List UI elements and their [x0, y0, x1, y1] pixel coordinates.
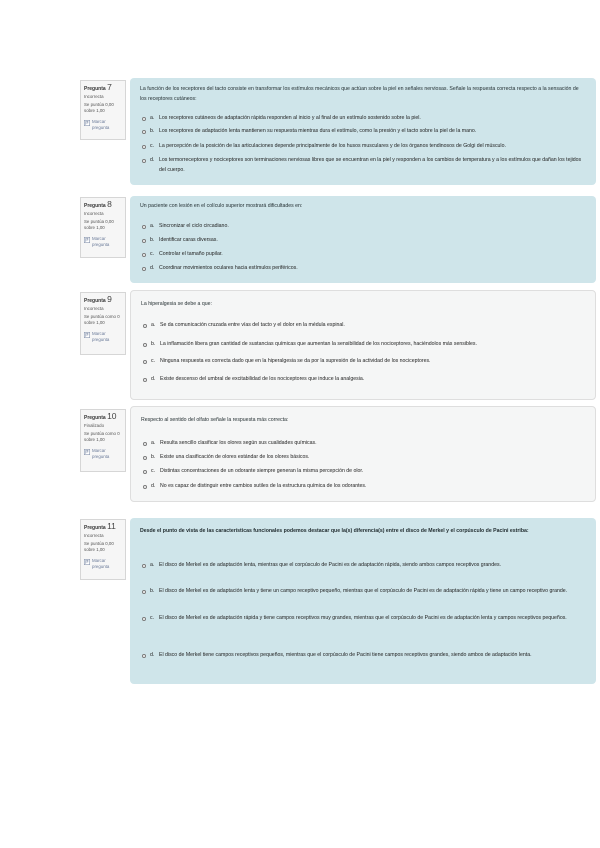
- answer-text: Los receptores cutáneos de adaptación rápida responden al inicio y al final de un estímulo sostenido sobre la piel.: [159, 115, 421, 121]
- answer-text: Ninguna respuesta es correcta dado que en la hiperalgesia se da por la supresión de la actividad de los nociceptores.: [160, 358, 431, 364]
- answer-radio[interactable]: [142, 564, 146, 568]
- question-info: [80, 292, 126, 355]
- answer-radio[interactable]: [142, 253, 146, 257]
- flag-question-button[interactable]: [84, 331, 122, 343]
- question-number-label: Pregunta: [84, 525, 106, 531]
- question-number-value: 7: [107, 82, 112, 92]
- answer-text: Resulta sencillo clasificar los olores según sus cualidades químicas.: [160, 440, 317, 446]
- answer-letter: c.: [151, 358, 156, 364]
- answer-text: La percepción de la posición de las articulaciones depende principalmente de los husos musculares y de los órganos tendinosos de Golgi del músculo.: [159, 143, 506, 149]
- answer-option-d[interactable]: [142, 264, 584, 274]
- answer-letter: d.: [150, 157, 155, 163]
- question-info: [80, 80, 126, 140]
- answer-text: Existe una clasificación de olores estándar de los olores básicos.: [160, 454, 310, 460]
- question-text: La hiperalgesia se debe a que:: [141, 301, 212, 307]
- answer-option-a[interactable]: [142, 561, 584, 571]
- question-number-value: 11: [107, 521, 116, 531]
- answer-letter: b.: [151, 454, 156, 460]
- question-status: Incorrecta: [84, 533, 104, 538]
- question-number: [84, 413, 122, 421]
- flag-icon: [84, 120, 90, 126]
- answer-text: Identificar caras diversas.: [159, 237, 218, 243]
- answer-radio[interactable]: [142, 654, 146, 658]
- question-score: Se puntúa 0,00 sobre 1,00: [84, 102, 114, 113]
- answer-radio[interactable]: [142, 617, 146, 621]
- answer-text: Distintas concentraciones de un odorante siempre generan la misma percepción de olor.: [160, 468, 364, 474]
- answer-text: La inflamación libera gran cantidad de sustancias químicas que aumentan la sensibilidad de los nociceptores, haciéndolos más sensibles.: [160, 341, 477, 347]
- question-formulation: [130, 290, 596, 400]
- flag-question-label: Marcar pregunta: [92, 331, 110, 342]
- answer-option-c[interactable]: [142, 142, 584, 152]
- answer-letter: c.: [150, 615, 155, 621]
- answer-text: Existe descenso del umbral de excitabilidad de los nociceptores que induce la analgesia.: [160, 376, 365, 382]
- answer-option-a[interactable]: [143, 439, 583, 449]
- answer-text: Se da comunicación cruzada entre vías del tacto y el dolor en la médula espinal.: [160, 322, 345, 328]
- question-score: Se puntúa 0,00 sobre 1,00: [84, 219, 114, 230]
- answer-text: El disco de Merkel tiene campos receptivos pequeños, mientras que el corpúsculo de Pacini tiene campos receptivos grandes, siendo ambos de adaptación lenta.: [159, 652, 532, 658]
- answer-option-d[interactable]: [142, 651, 584, 661]
- answer-radio[interactable]: [142, 267, 146, 271]
- answer-letter: a.: [151, 440, 156, 446]
- answer-text: Coordinar movimientos oculares hacia estímulos periféricos.: [159, 265, 298, 271]
- question-number-value: 8: [107, 199, 112, 209]
- flag-question-button[interactable]: [84, 236, 122, 248]
- flag-icon: [84, 332, 90, 338]
- question-number-label: Pregunta: [84, 86, 106, 92]
- answer-option-b[interactable]: [142, 587, 584, 597]
- question-info: [80, 409, 126, 472]
- answer-text: No es capaz de distinguir entre cambios sutiles de la estructura química de los odorantes.: [160, 483, 367, 489]
- question-number-label: Pregunta: [84, 298, 106, 304]
- answer-option-c[interactable]: [142, 614, 584, 624]
- question-number-value: 9: [107, 294, 112, 304]
- answer-text: Controlar el tamaño pupilar.: [159, 251, 223, 257]
- flag-icon: [84, 237, 90, 243]
- answer-radio[interactable]: [143, 324, 147, 328]
- answer-letter: a.: [150, 223, 155, 229]
- question-number: [84, 523, 122, 531]
- flag-question-button[interactable]: [84, 558, 122, 570]
- answer-radio[interactable]: [143, 442, 147, 446]
- answer-text: Los receptores de adaptación lenta mantienen su respuesta mientras dura el estímulo, como la presión y el tacto sobre la piel de la mano.: [159, 128, 477, 134]
- question-score: Se puntúa como 0 sobre 1,00: [84, 431, 120, 442]
- flag-question-button[interactable]: [84, 119, 122, 131]
- flag-icon: [84, 449, 90, 455]
- answer-option-b[interactable]: [143, 453, 583, 463]
- answer-text: El disco de Merkel es de adaptación lenta y tiene un campo receptivo pequeño, mientras que el corpúsculo de Pacini es de adaptación rápida y tiene un campo receptivo grande.: [159, 588, 568, 594]
- question-number-value: 10: [107, 411, 117, 421]
- answer-letter: b.: [150, 588, 155, 594]
- answer-text: El disco de Merkel es de adaptación lenta, mientras que el corpúsculo de Pacini es de adaptación rápida, siendo ambos campos receptivos grandes.: [159, 562, 502, 568]
- answer-radio[interactable]: [142, 159, 146, 163]
- flag-question-label: Marcar pregunta: [92, 558, 110, 569]
- question-number: [84, 296, 122, 304]
- answer-radio[interactable]: [143, 485, 147, 489]
- answer-option-a[interactable]: [142, 222, 584, 232]
- flag-question-label: Marcar pregunta: [92, 448, 110, 459]
- question-text: Un paciente con lesión en el colículo superior mostrará dificultades en:: [140, 203, 303, 209]
- answer-letter: d.: [151, 376, 156, 382]
- answer-radio[interactable]: [142, 145, 146, 149]
- answer-radio[interactable]: [142, 239, 146, 243]
- answer-letter: a.: [151, 322, 156, 328]
- question-formulation: [130, 196, 596, 283]
- question-status: Incorrecta: [84, 211, 104, 216]
- question-info: [80, 519, 126, 580]
- answer-text: Sincronizar el ciclo circadiano.: [159, 223, 229, 229]
- flag-question-label: Marcar pregunta: [92, 119, 110, 130]
- answer-option-d[interactable]: [143, 482, 583, 492]
- answer-option-c[interactable]: [143, 467, 583, 477]
- answer-letter: a.: [150, 562, 155, 568]
- question-info: [80, 197, 126, 258]
- answer-option-a[interactable]: [142, 114, 584, 124]
- question-number-label: Pregunta: [84, 203, 106, 209]
- answer-letter: d.: [150, 652, 155, 658]
- question-score: Se puntúa como 0 sobre 1,00: [84, 314, 120, 325]
- answer-radio[interactable]: [143, 470, 147, 474]
- question-status: Incorrecta: [84, 94, 104, 99]
- answer-option-b[interactable]: [143, 340, 583, 350]
- answer-letter: b.: [150, 237, 155, 243]
- question-text: Desde el punto de vista de las características funcionales podemos destacar que la(s) diferencia(s) entre el disco de Merkel y el corpúsculo de Pacini estriba:: [140, 528, 529, 534]
- answer-radio[interactable]: [143, 343, 147, 347]
- flag-question-label: Marcar pregunta: [92, 236, 110, 247]
- answer-option-b[interactable]: [142, 236, 584, 246]
- answer-option-d[interactable]: [142, 156, 584, 175]
- answer-text: Los termorreceptores y nociceptores son terminaciones nerviosas libres que se encuentran en la piel y responden a los cambios de temperatura y a los estímulos que dañan los tejidos del cuerpo.: [159, 157, 582, 173]
- answer-letter: c.: [151, 468, 156, 474]
- answer-option-c[interactable]: [143, 357, 583, 367]
- question-formulation: [130, 518, 596, 684]
- question-number: [84, 84, 122, 92]
- question-text: Respecto al sentido del olfato señale la respuesta más correcta:: [141, 417, 289, 423]
- question-status: Finalizado: [84, 423, 105, 428]
- answer-letter: a.: [150, 115, 155, 121]
- flag-question-button[interactable]: [84, 448, 122, 460]
- answer-letter: c.: [150, 251, 155, 257]
- answer-radio[interactable]: [142, 130, 146, 134]
- answer-option-d[interactable]: [143, 375, 583, 385]
- answer-option-b[interactable]: [142, 127, 584, 137]
- flag-icon: [84, 559, 90, 565]
- question-status: Incorrecta: [84, 306, 104, 311]
- answer-radio[interactable]: [143, 456, 147, 460]
- question-formulation: [130, 78, 596, 185]
- question-text: La función de los receptores del tacto consiste en transformar los estímulos mecánicos que actúan sobre la piel en señales nerviosas. Señale la respuesta correcta respecto a la sensación de los receptores cutáneos:: [140, 86, 579, 102]
- answer-radio[interactable]: [142, 117, 146, 121]
- question-formulation: [130, 406, 596, 502]
- answer-letter: d.: [151, 483, 156, 489]
- question-number-label: Pregunta: [84, 415, 106, 421]
- answer-letter: b.: [151, 341, 156, 347]
- answer-letter: d.: [150, 265, 155, 271]
- answer-option-a[interactable]: [143, 321, 583, 331]
- question-number: [84, 201, 122, 209]
- answer-text: El disco de Merkel es de adaptación rápida y tiene campos receptivos muy grandes, mientras que el corpúsculo de Pacini es de adaptación lenta y campos receptivos pequeños.: [159, 615, 567, 621]
- answer-option-c[interactable]: [142, 250, 584, 260]
- answer-radio[interactable]: [143, 360, 147, 364]
- answer-radio[interactable]: [143, 378, 147, 382]
- answer-letter: c.: [150, 143, 155, 149]
- answer-radio[interactable]: [142, 225, 146, 229]
- answer-letter: b.: [150, 128, 155, 134]
- answer-radio[interactable]: [142, 590, 146, 594]
- question-score: Se puntúa 0,00 sobre 1,00: [84, 541, 114, 552]
